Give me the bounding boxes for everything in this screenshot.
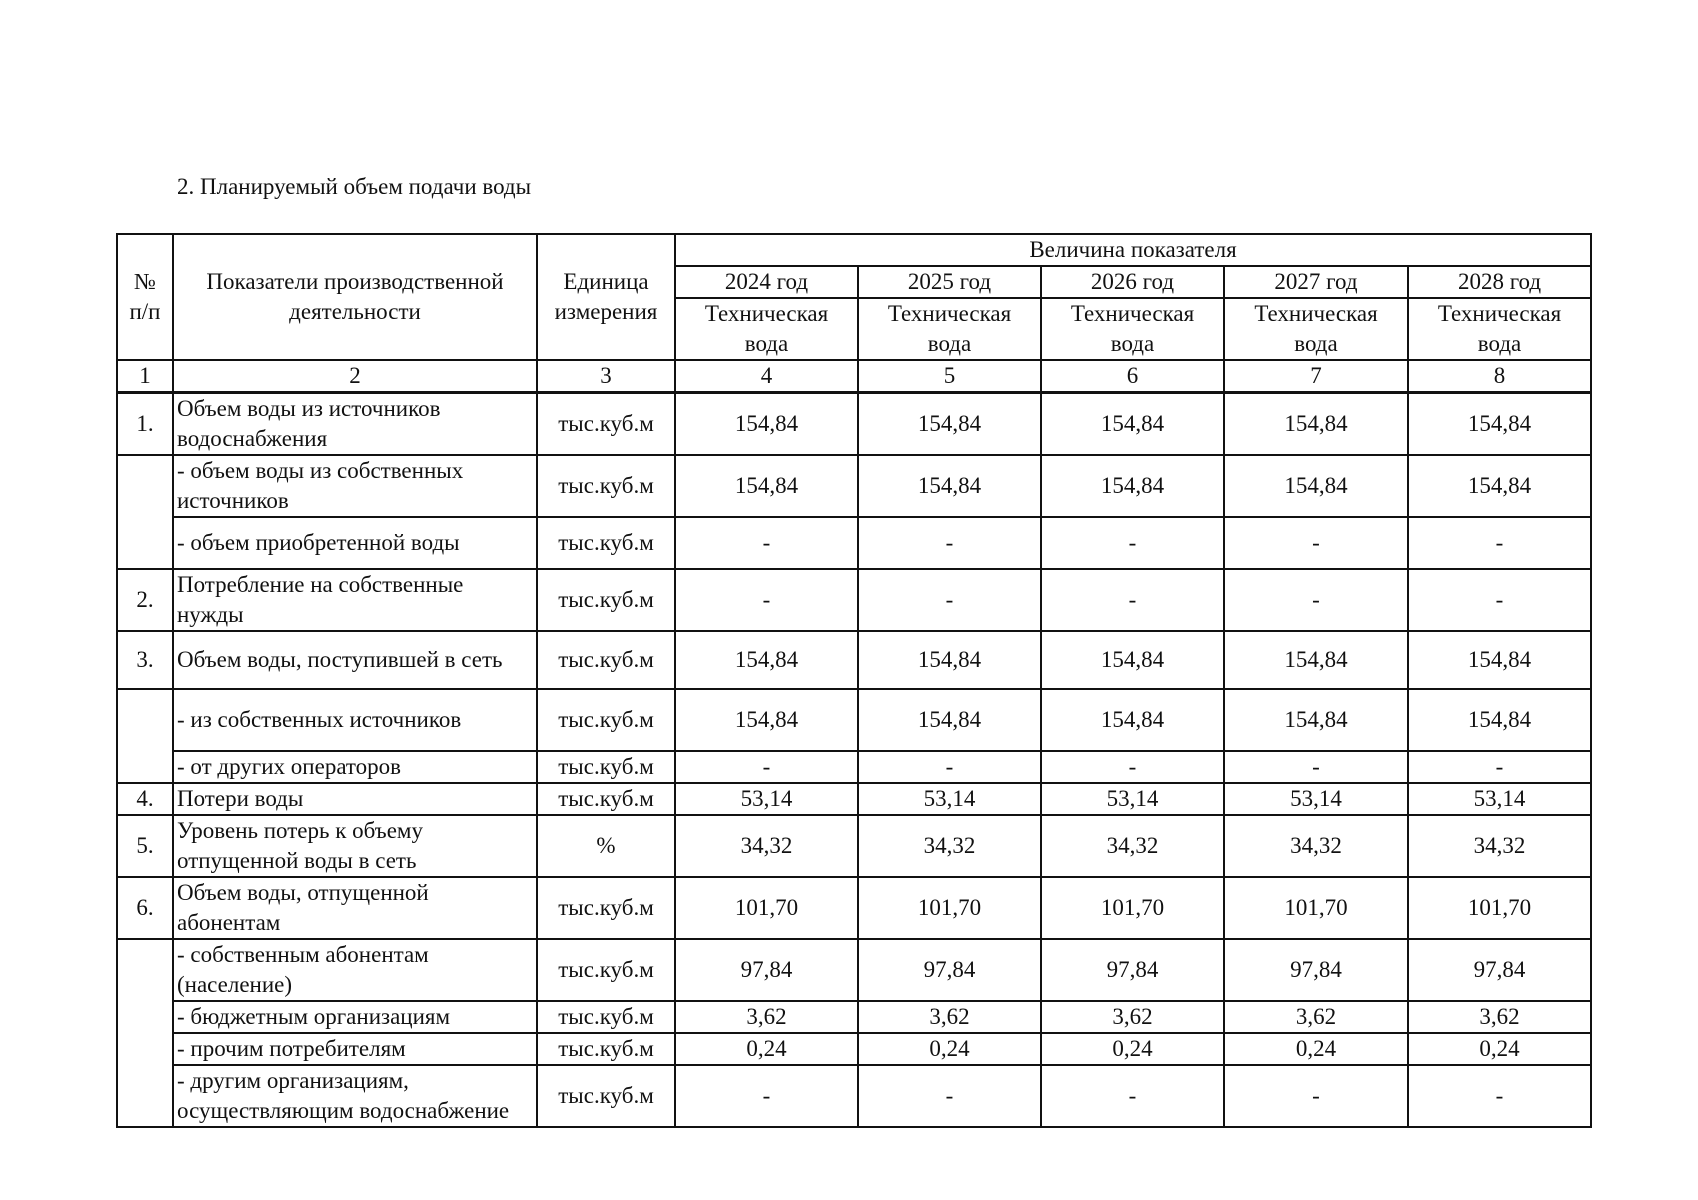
water-type-line1: Техническая [887,301,1012,326]
header-unit-line2: измерения [554,299,658,324]
row-label [173,1001,537,1033]
row-number [117,455,173,569]
column-number: 5 [858,360,1041,393]
row-label-line2: источников [177,488,289,513]
row-label-line1: - объем воды из собственных [177,458,464,483]
row-value: - [858,751,1041,783]
row-label-line2: нужды [177,602,244,627]
table-header [117,234,1591,393]
row-value: 154,84 [675,455,858,517]
row-label [173,455,537,517]
column-number: 8 [1408,360,1591,393]
row-value: 101,70 [1041,877,1224,939]
water-type-line1: Техническая [1070,301,1195,326]
row-value: 154,84 [1224,631,1408,689]
row-value: 97,84 [1224,939,1408,1001]
row-value: 97,84 [1041,939,1224,1001]
row-label-line1: Уровень потерь к объему [177,818,423,843]
row-value: - [675,569,858,631]
row-value: 154,84 [1041,689,1224,751]
row-label [173,393,537,456]
row-value: 34,32 [675,815,858,877]
row-unit: тыс.куб.м [537,1001,675,1033]
row-label-line1: - собственным абонентам [177,942,429,967]
header-indicator-cell [173,234,537,360]
row-unit: тыс.куб.м [537,631,675,689]
row-number: 1. [117,393,173,456]
row-value: - [1041,569,1224,631]
water-type-line2: вода [1294,331,1338,356]
table-row [117,1033,1591,1065]
row-label [173,517,537,569]
row-value: 97,84 [1408,939,1591,1001]
row-value: 101,70 [675,877,858,939]
row-label [173,1033,537,1065]
row-number: 2. [117,569,173,631]
row-unit: тыс.куб.м [537,689,675,751]
row-value: - [675,517,858,569]
row-value: - [1041,1065,1224,1127]
row-value: 154,84 [1408,393,1591,456]
row-value: 101,70 [1408,877,1591,939]
row-value: - [675,751,858,783]
row-value: - [1224,569,1408,631]
column-number: 4 [675,360,858,393]
header-water-type [858,298,1041,360]
row-unit: тыс.куб.м [537,877,675,939]
row-value: 3,62 [675,1001,858,1033]
table-row [117,631,1591,689]
row-value: 34,32 [1408,815,1591,877]
row-value: 154,84 [858,455,1041,517]
header-indicator-line2: деятельности [289,299,421,324]
row-value: - [1408,569,1591,631]
header-year: 2028 год [1408,266,1591,298]
table-row [117,569,1591,631]
table-row [117,393,1591,456]
header-num-line1: № [134,269,156,294]
row-label-line1: Объем воды из источников [177,396,441,421]
row-label [173,569,537,631]
row-value: 97,84 [858,939,1041,1001]
header-num-cell [117,234,173,360]
row-label [173,689,537,751]
row-value: - [858,569,1041,631]
row-value: 154,84 [858,393,1041,456]
row-value: - [858,517,1041,569]
header-water-type [1041,298,1224,360]
row-value: 3,62 [858,1001,1041,1033]
row-unit: тыс.куб.м [537,783,675,815]
table-row [117,877,1591,939]
row-label-line1: Потребление на собственные [177,572,464,597]
row-value: - [1408,1065,1591,1127]
row-value: - [1224,517,1408,569]
table-row [117,939,1591,1001]
water-type-line2: вода [744,331,789,356]
table-row [117,517,1591,569]
header-year: 2027 год [1224,266,1408,298]
table-row [117,689,1591,751]
row-value: 154,84 [858,689,1041,751]
row-number [117,939,173,1127]
table-caption: 2. Планируемый объем подачи воды [177,174,532,199]
row-label-line1: Объем воды, отпущенной [177,880,429,905]
table-row [117,783,1591,815]
row-value: 53,14 [1408,783,1591,815]
table-body [117,393,1591,1128]
row-value: 53,14 [675,783,858,815]
row-label-line1: - объем приобретенной воды [177,530,460,555]
header-num-line2: п/п [129,299,161,324]
row-value: 97,84 [675,939,858,1001]
row-unit: тыс.куб.м [537,1065,675,1127]
row-value: 53,14 [1041,783,1224,815]
header-unit-cell [537,234,675,360]
table-row [117,455,1591,517]
row-value: 154,84 [675,689,858,751]
table-row [117,751,1591,783]
row-value: 0,24 [1408,1033,1591,1065]
row-label [173,939,537,1001]
row-value: - [1224,751,1408,783]
row-number: 6. [117,877,173,939]
row-unit: тыс.куб.м [537,455,675,517]
row-label-line1: - из собственных источников [177,707,462,732]
row-label-line2: отпущенной воды в сеть [177,848,417,873]
row-value: 154,84 [1224,455,1408,517]
header-indicator-line1: Показатели производственной [206,269,504,294]
water-type-line2: вода [1477,331,1522,356]
row-value: 154,84 [1408,631,1591,689]
water-type-line1: Техническая [1254,301,1378,326]
row-value: 154,84 [1041,631,1224,689]
row-value: 53,14 [1224,783,1408,815]
row-value: 154,84 [1224,393,1408,456]
row-number: 3. [117,631,173,689]
row-value: 0,24 [1224,1033,1408,1065]
row-label [173,783,537,815]
header-value-group: Величина показателя [675,234,1591,266]
row-label-line1: Потери воды [177,786,304,811]
row-value: 0,24 [675,1033,858,1065]
row-value: - [1224,1065,1408,1127]
row-value: 0,24 [858,1033,1041,1065]
row-value: 3,62 [1408,1001,1591,1033]
column-number: 6 [1041,360,1224,393]
column-number: 7 [1224,360,1408,393]
row-number: 5. [117,815,173,877]
row-unit: тыс.куб.м [537,1033,675,1065]
column-number: 3 [537,360,675,393]
row-unit: тыс.куб.м [537,569,675,631]
row-label-line2: (население) [177,972,293,997]
row-label [173,877,537,939]
row-label-line1: - прочим потребителям [177,1036,406,1061]
water-supply-table [116,233,1592,1128]
row-unit: % [537,815,675,877]
header-water-type [1224,298,1408,360]
row-value: 3,62 [1224,1001,1408,1033]
table-row [117,815,1591,877]
row-label-line2: осуществляющим водоснабжение [177,1098,510,1123]
row-value: - [675,1065,858,1127]
row-value: - [1041,517,1224,569]
row-value: 0,24 [1041,1033,1224,1065]
row-label-line1: - от других операторов [177,754,402,779]
row-value: - [1041,751,1224,783]
water-type-line1: Техническая [704,301,829,326]
row-label-line2: водоснабжения [177,426,328,451]
table-row [117,1001,1591,1033]
column-number: 1 [117,360,173,393]
row-label [173,815,537,877]
header-year: 2024 год [675,266,858,298]
row-label-line2: абонентам [177,910,281,935]
row-value: 3,62 [1041,1001,1224,1033]
row-value: 34,32 [1224,815,1408,877]
row-label-line1: Объем воды, поступившей в сеть [177,647,503,672]
row-label [173,631,537,689]
header-water-type [1408,298,1591,360]
row-value: - [1408,751,1591,783]
table-row [117,1065,1591,1127]
row-value: 154,84 [858,631,1041,689]
row-number [117,689,173,783]
row-value: 154,84 [1224,689,1408,751]
row-value: 154,84 [1041,393,1224,456]
row-value: 34,32 [858,815,1041,877]
row-label [173,1065,537,1127]
row-unit: тыс.куб.м [537,393,675,456]
row-value: - [858,1065,1041,1127]
row-unit: тыс.куб.м [537,939,675,1001]
row-value: 53,14 [858,783,1041,815]
row-value: 154,84 [1408,689,1591,751]
row-value: 34,32 [1041,815,1224,877]
row-unit: тыс.куб.м [537,751,675,783]
row-value: 154,84 [1041,455,1224,517]
row-value: - [1408,517,1591,569]
row-label [173,751,537,783]
row-value: 154,84 [1408,455,1591,517]
row-number: 4. [117,783,173,815]
column-number: 2 [173,360,537,393]
row-unit: тыс.куб.м [537,517,675,569]
header-water-type [675,298,858,360]
row-label-line1: - другим организациям, [177,1068,409,1093]
header-year: 2025 год [858,266,1041,298]
water-type-line2: вода [927,331,972,356]
header-unit-line1: Единица [563,269,649,294]
header-year: 2026 год [1041,266,1224,298]
row-value: 101,70 [858,877,1041,939]
row-label-line1: - бюджетным организациям [177,1004,451,1029]
row-value: 154,84 [675,393,858,456]
water-type-line2: вода [1110,331,1155,356]
row-value: 154,84 [675,631,858,689]
row-value: 101,70 [1224,877,1408,939]
water-type-line1: Техническая [1437,301,1562,326]
